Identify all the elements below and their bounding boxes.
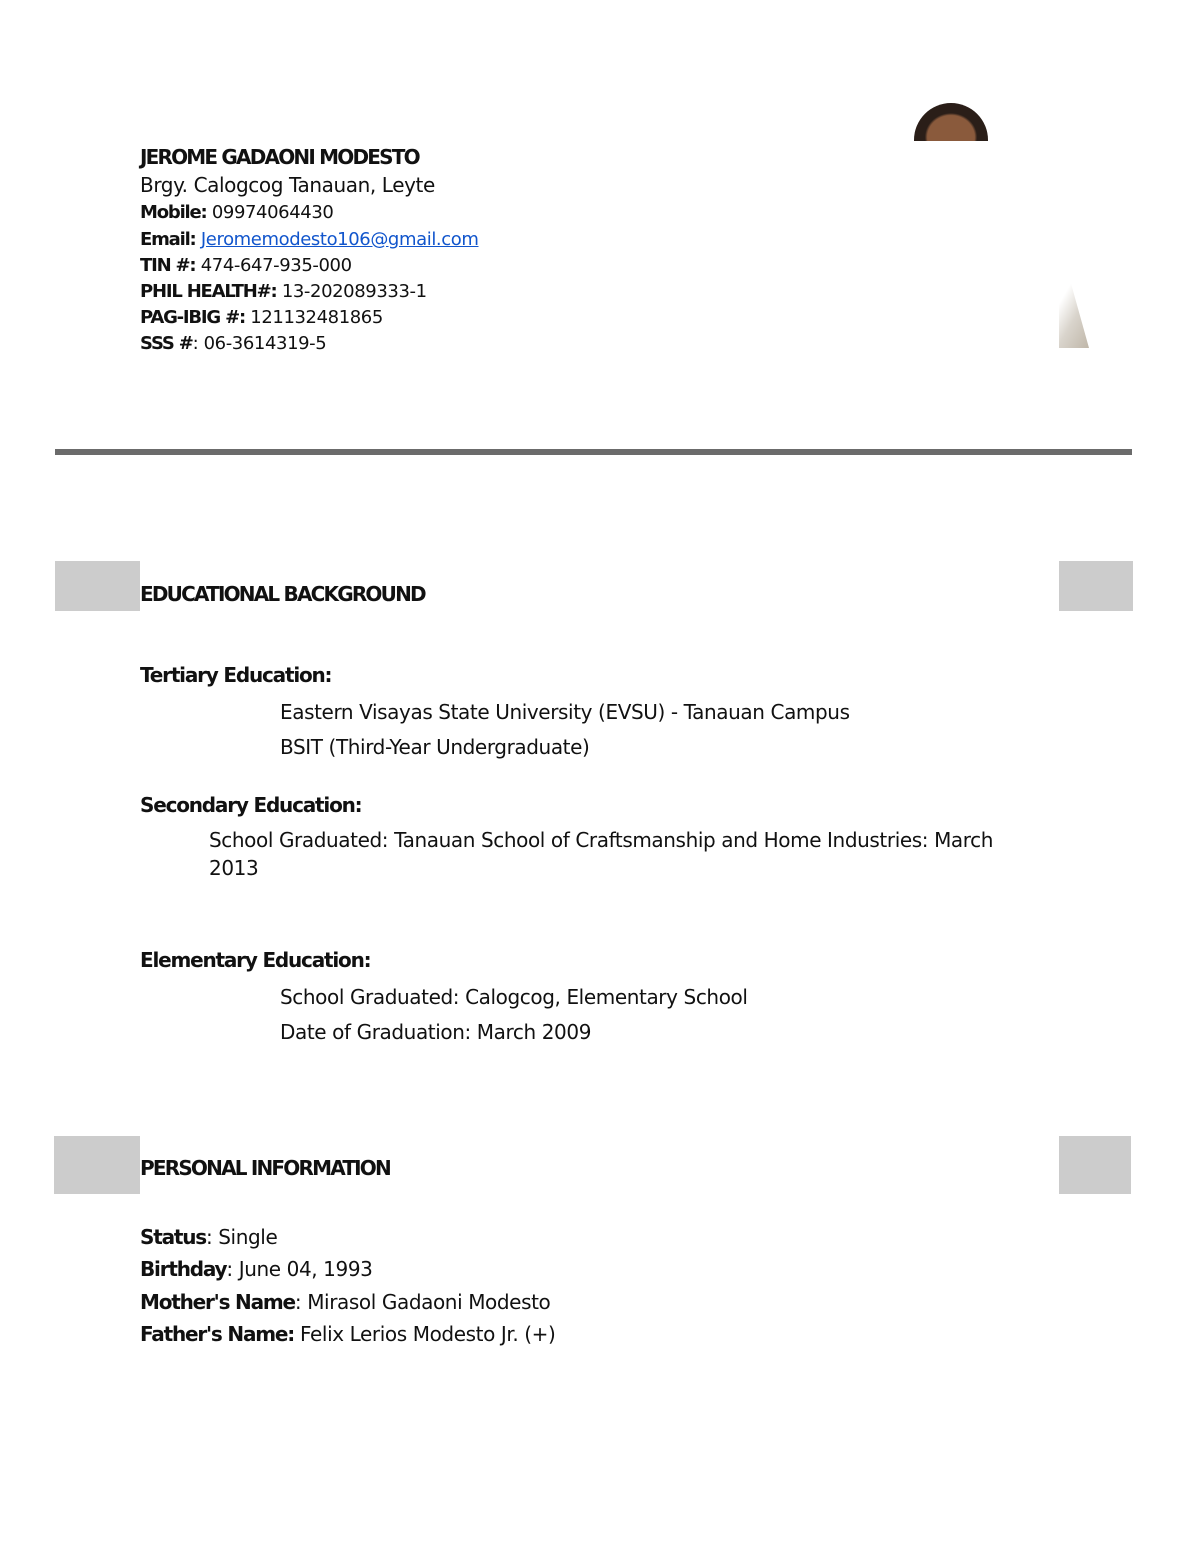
tertiary-school: Eastern Visayas State University (EVSU) - Tanauan Campus [280, 700, 850, 724]
profile-photo-head [914, 103, 988, 141]
mobile-label: Mobile: [140, 202, 207, 223]
section-marker-left [54, 1136, 140, 1194]
secondary-line2: 2013 [209, 856, 259, 880]
philhealth-value: 13-202089333-1 [281, 281, 427, 302]
sss-label: SSS # [140, 333, 193, 354]
mobile-value: 09974064430 [211, 202, 334, 223]
status-line [140, 1225, 277, 1249]
sss-value: : 06-3614319-5 [192, 333, 327, 354]
birthday-line [140, 1257, 372, 1281]
email-link[interactable]: Jeromemodesto106@gmail.com [200, 229, 479, 250]
profile-photo-shirt [1059, 262, 1089, 348]
mother-label: Mother's Name [140, 1290, 295, 1314]
elementary-label: Elementary Education: [140, 948, 371, 972]
divider [55, 449, 1132, 455]
sss-line [140, 332, 326, 356]
secondary-line1: School Graduated: Tanauan School of Craftsmanship and Home Industries: March [209, 828, 994, 852]
father-line [140, 1322, 555, 1346]
education-heading: EDUCATIONAL BACKGROUND [140, 582, 425, 606]
tin-value: 474-647-935-000 [200, 255, 352, 276]
email-line [140, 228, 479, 252]
section-marker-right [1059, 1136, 1131, 1194]
tin-label: TIN #: [140, 255, 196, 276]
birthday-label: Birthday [140, 1257, 227, 1281]
status-value: : Single [205, 1225, 278, 1249]
personal-heading: PERSONAL INFORMATION [140, 1156, 390, 1180]
tertiary-course: BSIT (Third-Year Undergraduate) [280, 735, 590, 759]
mobile-line [140, 201, 333, 225]
pagibig-line [140, 306, 383, 330]
pagibig-label: PAG-IBIG #: [140, 307, 245, 328]
tin-line [140, 254, 352, 278]
status-label: Status [140, 1225, 206, 1249]
elementary-school: School Graduated: Calogcog, Elementary School [280, 985, 748, 1009]
philhealth-label: PHIL HEALTH#: [140, 281, 277, 302]
secondary-label: Secondary Education: [140, 793, 362, 817]
address: Brgy. Calogcog Tanauan, Leyte [140, 173, 435, 197]
mother-value: : Mirasol Gadaoni Modesto [294, 1290, 551, 1314]
applicant-name: JEROME GADAONI MODESTO [140, 145, 419, 169]
section-marker-right [1059, 561, 1133, 611]
pagibig-value: 121132481865 [250, 307, 383, 328]
father-value: Felix Lerios Modesto Jr. (+) [294, 1322, 556, 1346]
email-label: Email: [140, 229, 196, 250]
father-label: Father's Name: [140, 1322, 295, 1346]
birthday-value: : June 04, 1993 [226, 1257, 373, 1281]
mother-line [140, 1290, 550, 1314]
elementary-date: Date of Graduation: March 2009 [280, 1020, 592, 1044]
tertiary-label: Tertiary Education: [140, 663, 332, 687]
section-marker-left [55, 561, 140, 611]
philhealth-line [140, 280, 427, 304]
